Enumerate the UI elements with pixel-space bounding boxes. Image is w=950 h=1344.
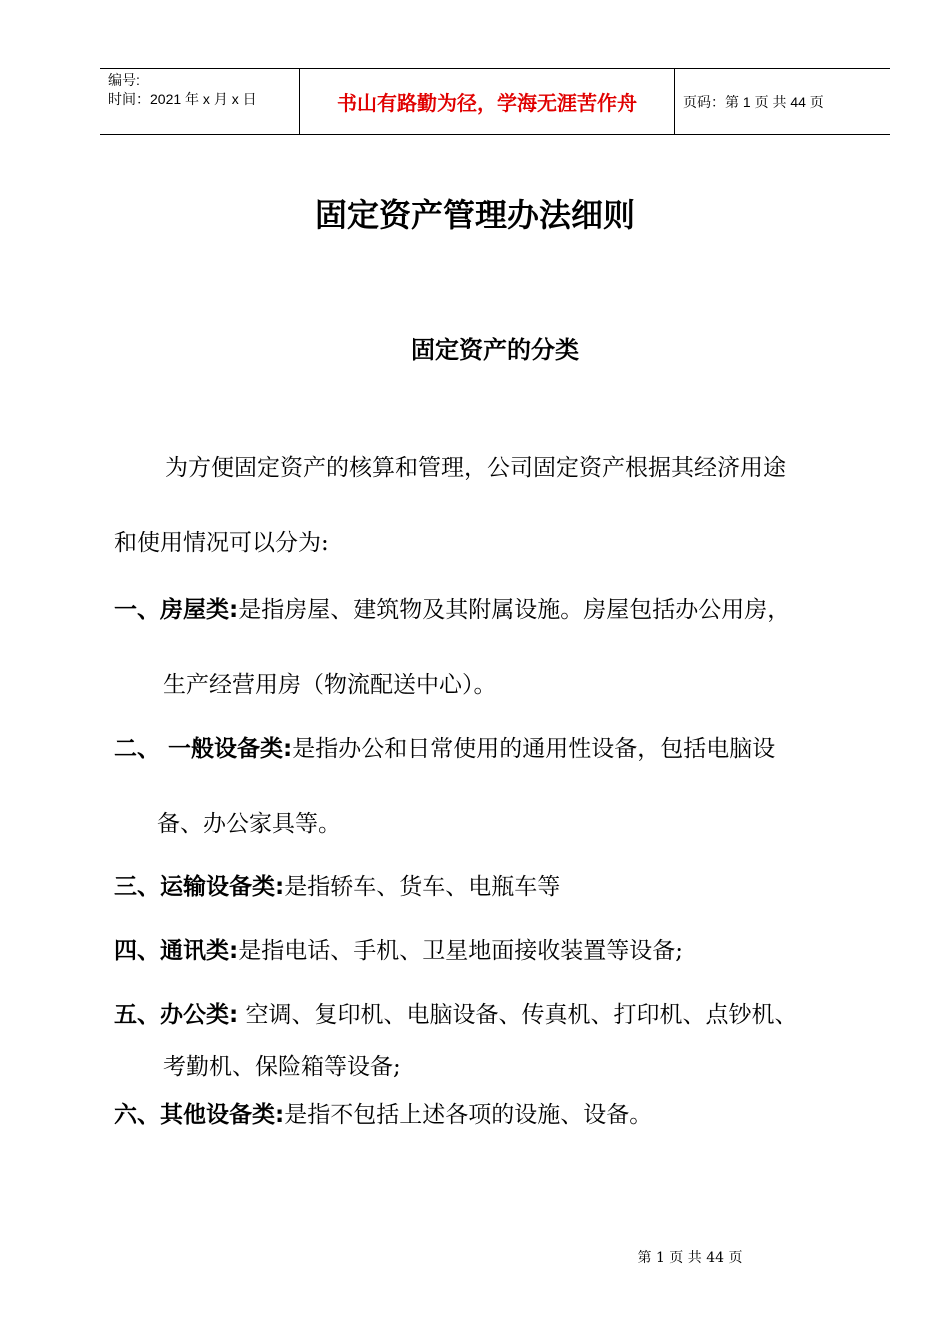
item-text: 是指电话、手机、卫星地面接收装置等设备; [238,938,683,964]
list-item-housing-cont: 生产经营用房（物流配送中心）。 [163,672,497,698]
header-meta [100,69,300,134]
item-label: 三、运输设备类: [114,874,285,900]
list-item-office [114,999,798,1031]
number-label: 编号: [108,72,140,88]
item-label: 一、房屋类: [114,597,239,623]
list-item-other [114,1099,652,1131]
list-item-housing [114,594,790,626]
intro-line-2: 和使用情况可以分为: [114,530,329,556]
page-header [100,68,890,135]
page-footer: 第 1 页 共 44 页 [637,1250,743,1266]
list-item-office-cont: 考勤机、保险箱等设备; [163,1054,401,1080]
item-text: 是指不包括上述各项的设施、设备。 [284,1102,653,1128]
item-label: 六、其他设备类: [114,1102,285,1128]
item-label: 二、 一般设备类: [114,736,293,762]
list-item-general-equipment-cont: 备、办公家具等。 [157,811,341,837]
item-text: 空调、复印机、电脑设备、传真机、打印机、点钞机、 [238,1002,798,1028]
item-text: 是指房屋、建筑物及其附属设施。房屋包括办公用房， [238,597,791,623]
item-label: 四、通讯类: [114,938,239,964]
list-item-communication [114,935,683,967]
header-page-info: 页码：第 1 页 共 44 页 [683,93,824,110]
section-title: 固定资产的分类 [411,336,579,364]
item-text: 是指轿车、货车、电瓶车等 [284,874,561,900]
header-motto: 书山有路勤为径，学海无涯苦作舟 [300,69,675,134]
list-item-transport [114,871,560,903]
intro-line-1: 为方便固定资产的核算和管理，公司固定资产根据其经济用途 [165,455,786,481]
item-label: 五、办公类: [114,1002,239,1028]
document-title: 固定资产管理办法细则 [314,196,635,234]
time-label: 时间：2021 年 x 月 x 日 [108,91,257,107]
item-text: 是指办公和日常使用的通用性设备，包括电脑设 [292,736,776,762]
list-item-general-equipment [114,733,775,765]
